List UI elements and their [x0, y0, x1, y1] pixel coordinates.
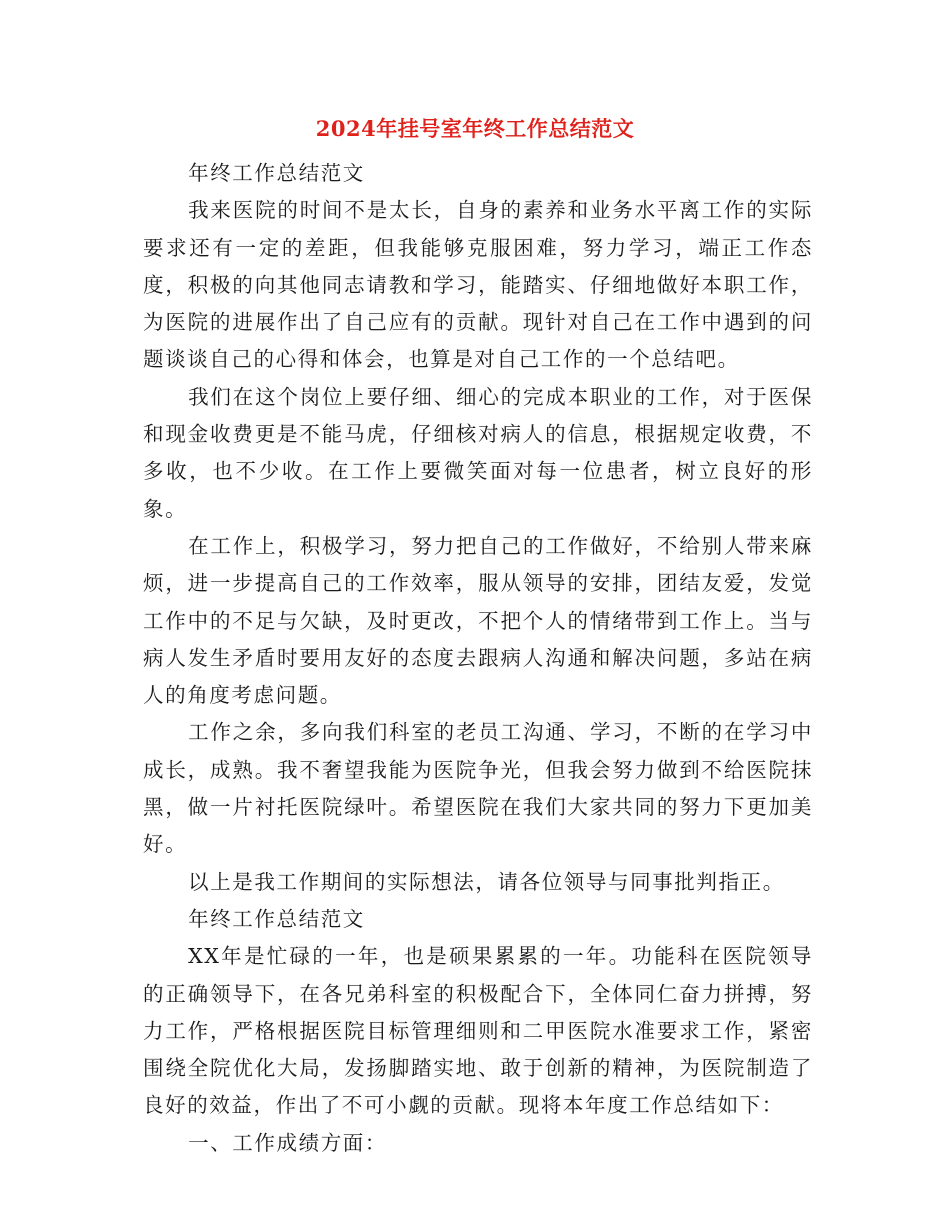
section-heading: 一、工作成绩方面： — [188, 1130, 387, 1155]
paragraph: XX年是忙碌的一年，也是硕果累累的一年。功能科在医院领导的正确领导下，在各兄弟科室的积极配合下，全体同仁奋力拼搏，努力工作，严格根据医院目标管理细则和二甲医院水准要求工作，紧密围绕全院优化大局，发扬脚踏实地、敢于创新的精神，为医院制造了良好的效益，作出了不可小觑的贡献。现将本年度工作总结如下： — [143, 944, 813, 1118]
paragraph-subtitle: 年终工作总结范文 — [188, 161, 365, 185]
paragraph: 我来医院的时间不是太长，自身的素养和业务水平离工作的实际要求还有一定的差距，但我能够克服困难，努力学习，端正工作态度，积极的向其他同志请教和学习，能踏实、仔细地做好本职工作，为医院的进展作出了自己应有的贡献。现针对自己在工作中遇到的问题谈谈自己的心得和体会，也算是对自己工作的一个总结吧。 — [143, 198, 813, 372]
document-body — [143, 155, 813, 1162]
paragraph-subtitle: 年终工作总结范文 — [188, 906, 365, 931]
document-title: 2024年挂号室年终工作总结范文 — [315, 116, 635, 141]
paragraph: 在工作上，积极学习，努力把自己的工作做好，不给别人带来麻烦，进一步提高自己的工作效率，服从领导的安排，团结友爱，发觉工作中的不足与欠缺，及时更改，不把个人的情绪带到工作上。当与病人发生矛盾时要用友好的态度去跟病人沟通和解决问题，多站在病人的角度考虑问题。 — [143, 533, 813, 708]
paragraph: 工作之余，多向我们科室的老员工沟通、学习，不断的在学习中成长，成熟。我不奢望我能为医院争光，但我会努力做到不给医院抹黑，做一片衬托医院绿叶。希望医院在我们大家共同的努力下更加美好。 — [143, 720, 813, 857]
paragraph: 以上是我工作期间的实际想法，请各位领导与同事批判指正。 — [188, 869, 785, 894]
paragraph: 我们在这个岗位上要仔细、细心的完成本职业的工作，对于医保和现金收费更是不能马虎，仔细核对病人的信息，根据规定收费，不多收，也不少收。在工作上要微笑面对每一位患者，树立良好的形象。 — [143, 384, 813, 521]
